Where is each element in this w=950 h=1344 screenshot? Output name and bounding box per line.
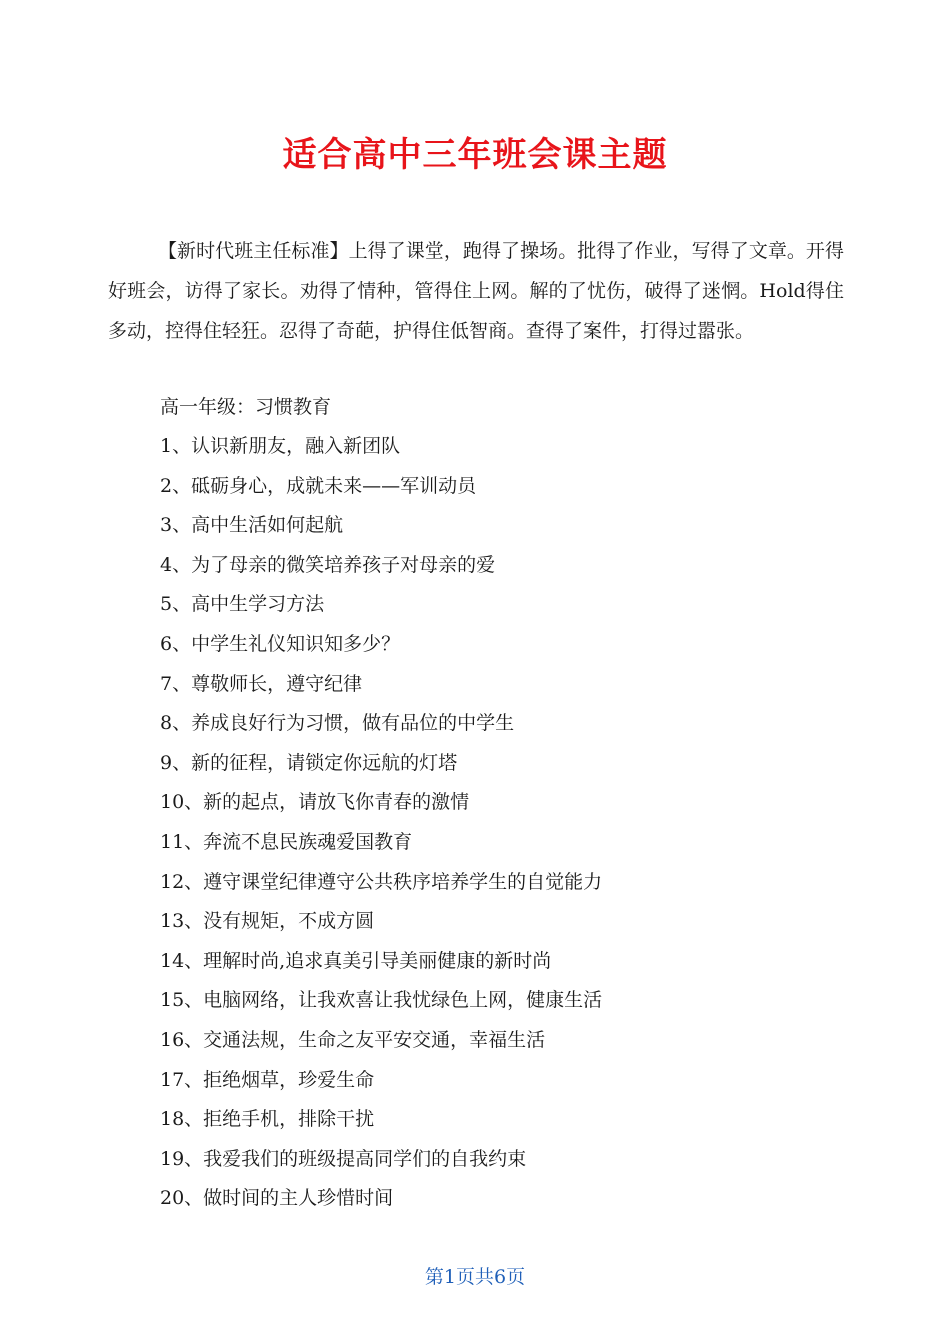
list-item: 18、拒绝手机，排除干扰 — [160, 1108, 375, 1131]
list-item: 4、为了母亲的微笑培养孩子对母亲的爱 — [160, 553, 496, 576]
list-item: 11、奔流不息民族魂爱国教育 — [160, 830, 413, 853]
list-item: 2、砥砺身心，成就未来——军训动员 — [160, 474, 477, 497]
page-title: 适合高中三年班会课主题 — [282, 134, 668, 175]
list-item: 15、电脑网络，让我欢喜让我忧绿色上网，健康生活 — [160, 989, 603, 1012]
list-item: 17、拒绝烟草，珍爱生命 — [160, 1068, 375, 1091]
list-item: 12、遵守课堂纪律遵守公共秩序培养学生的自觉能力 — [160, 870, 603, 893]
topic-list — [160, 427, 602, 1219]
list-item: 16、交通法规，生命之友平安交通，幸福生活 — [160, 1028, 546, 1051]
list-item: 1、认识新朋友，融入新团队 — [160, 435, 401, 457]
list-item: 8、养成良好行为习惯，做有品位的中学生 — [160, 712, 515, 735]
page-number-footer: 第1页共6页 — [424, 1266, 526, 1288]
list-item: 20、做时间的主人珍惜时间 — [160, 1187, 394, 1210]
list-item: 10、新的起点，请放飞你青春的激情 — [160, 791, 470, 814]
list-item: 14、理解时尚,追求真美引导美丽健康的新时尚 — [160, 949, 552, 972]
section-heading: 高一年级：习惯教育 — [160, 396, 332, 418]
list-item: 3、高中生活如何起航 — [160, 514, 344, 537]
intro-paragraph: 【新时代班主任标准】上得了课堂，跑得了操场。批得了作业，写得了文章。开得好班会，访得了家长。劝得了情种，管得住上网。解的了忧伤，破得了迷惘。Hold得住多动，控得住轻狂。忍得了奇葩，护得住低智商。查得了案件，打得过嚣张。 — [108, 240, 844, 342]
list-item: 7、尊敬师长，遵守纪律 — [160, 672, 363, 695]
list-item: 5、高中生学习方法 — [160, 593, 325, 616]
list-item: 9、新的征程，请锁定你远航的灯塔 — [160, 751, 458, 774]
list-item: 13、没有规矩，不成方圆 — [160, 910, 375, 933]
list-item: 19、我爱我们的班级提高同学们的自我约束 — [160, 1147, 527, 1170]
list-item: 6、中学生礼仪知识知多少？ — [160, 632, 401, 655]
